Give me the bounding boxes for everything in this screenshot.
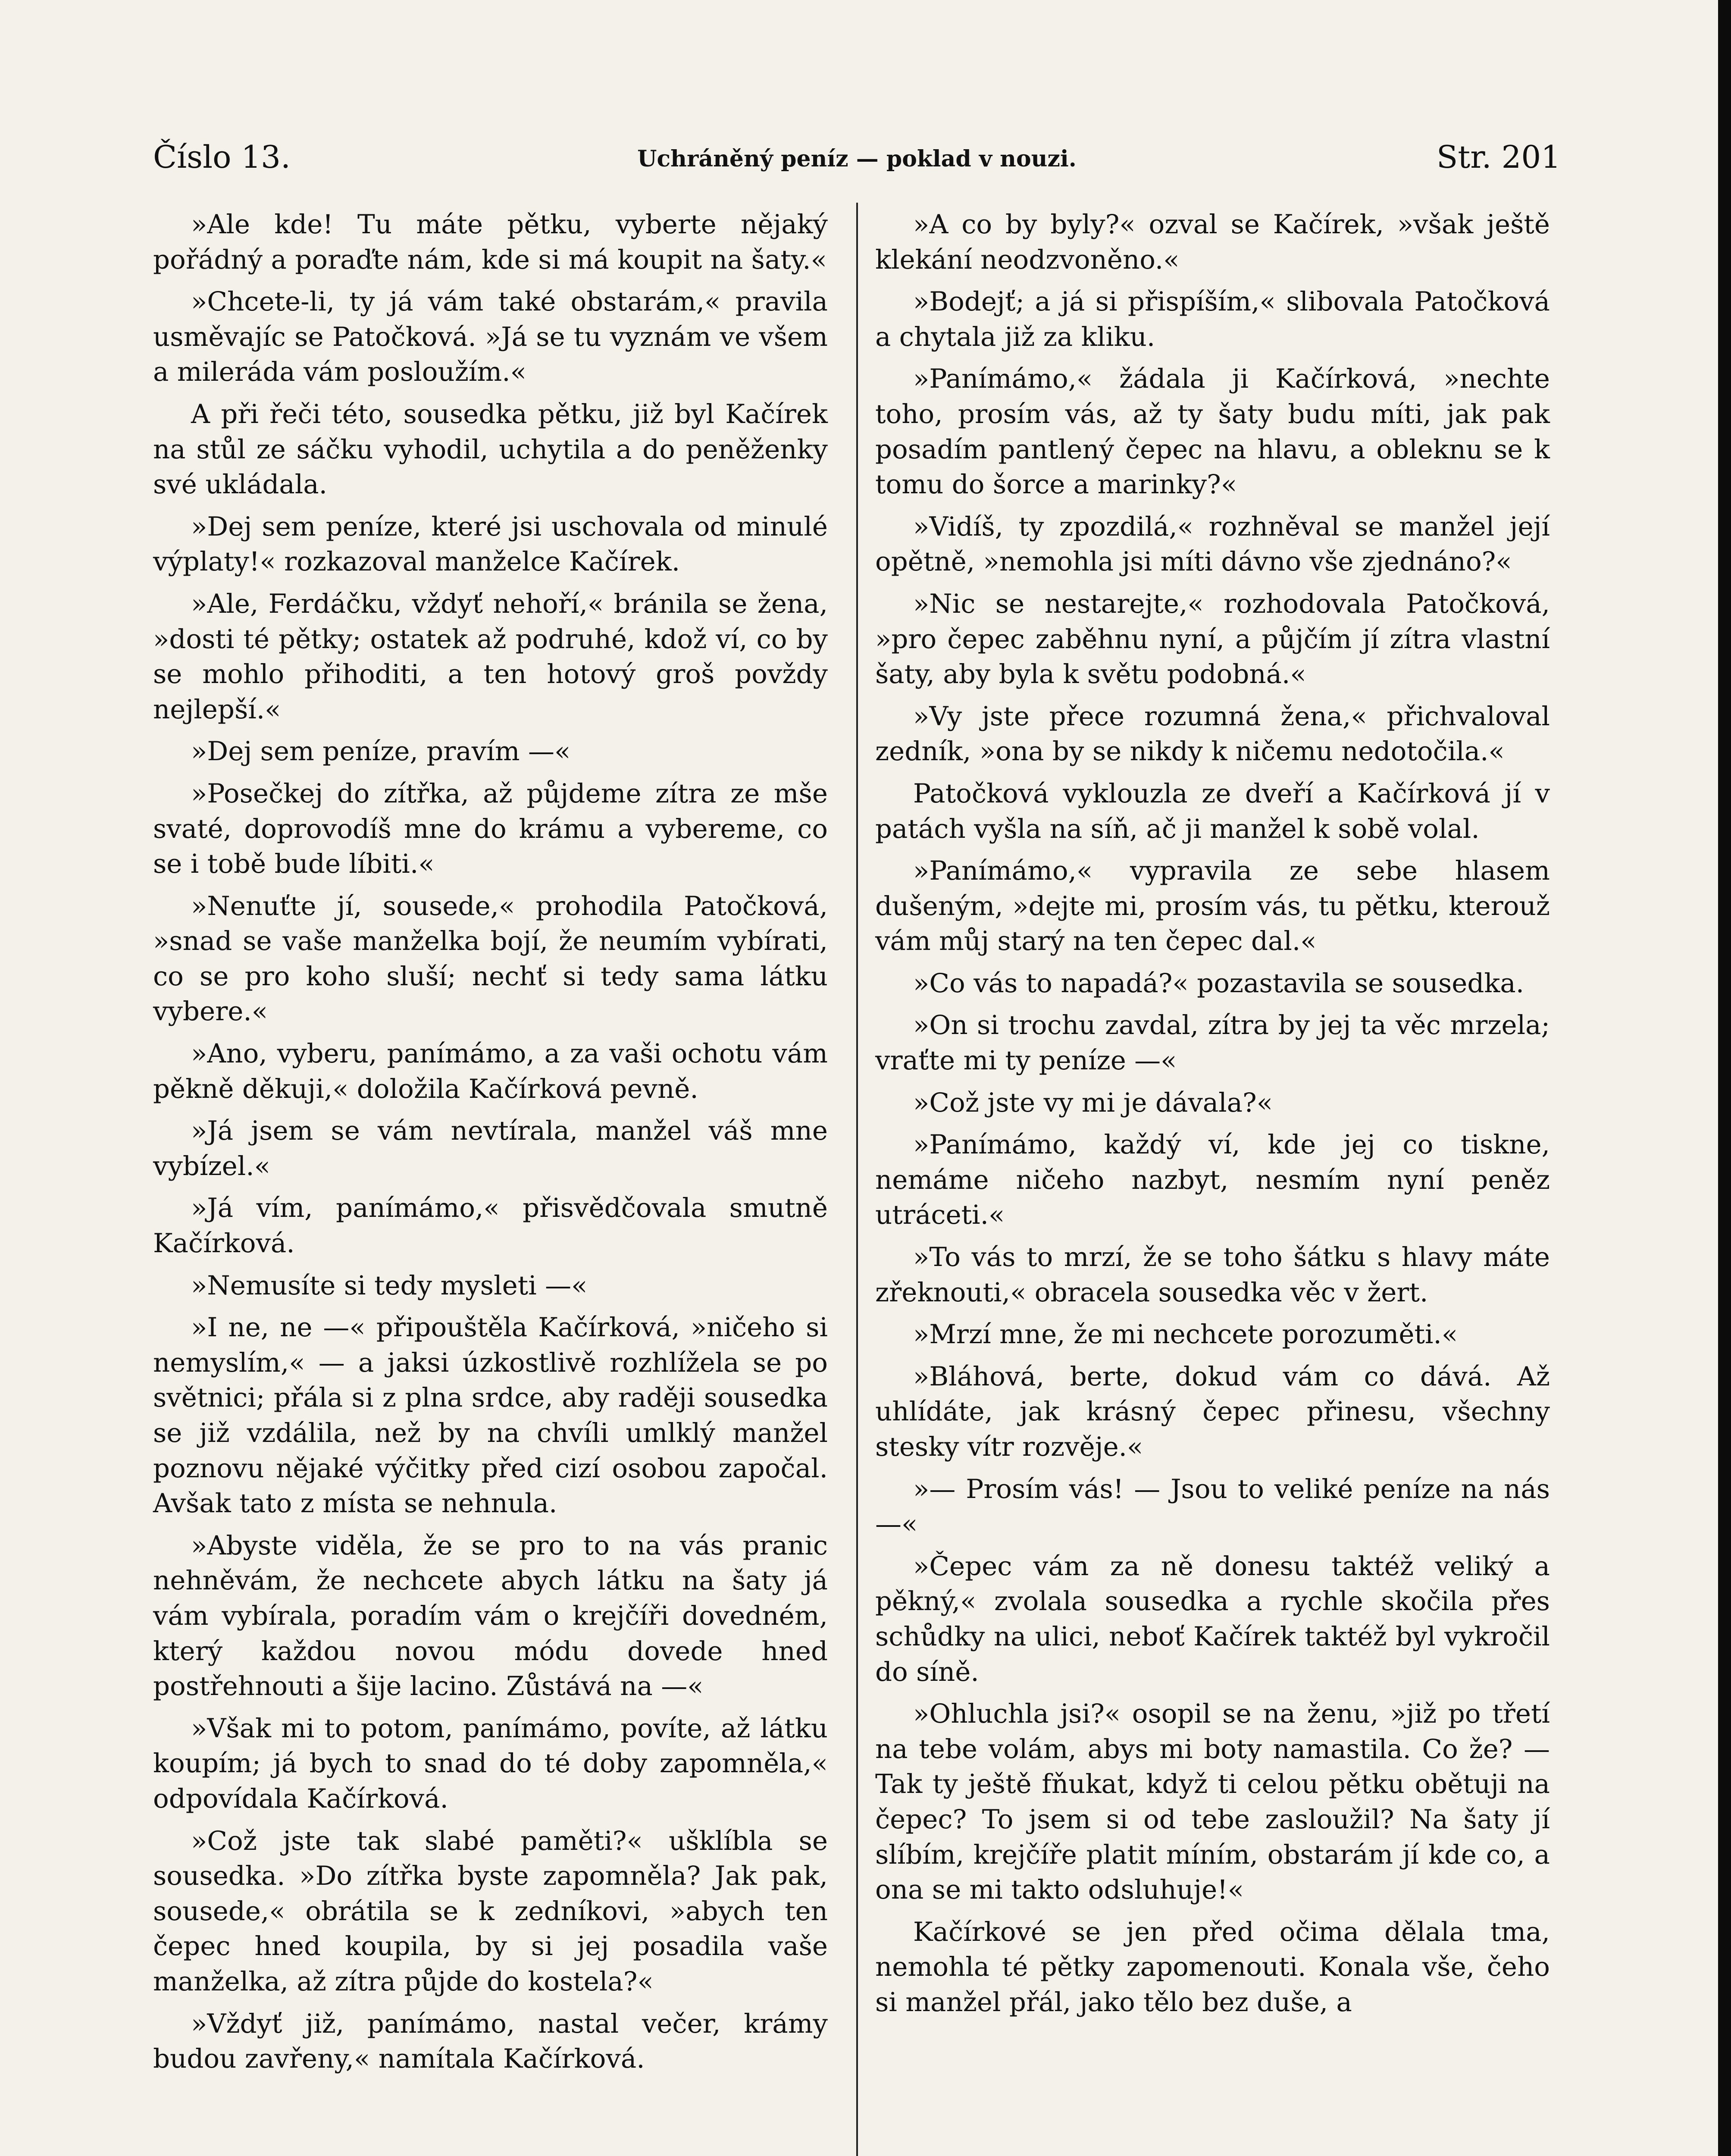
paragraph: »Nic se nestarejte,« rozhodovala Patočková, »pro čepec zaběhnu nyní, a půjčím jí zítra vlastní šaty, aby byla k světu podobná.« bbox=[875, 588, 1550, 690]
paragraph: »Však mi to potom, panímámo, povíte, až látku koupím; já bych to snad do té doby zapomněla,« odpovídala Kačírková. bbox=[153, 1713, 828, 1814]
paragraph: »Já vím, panímámo,« přisvědčovala smutně Kačírková. bbox=[153, 1193, 828, 1259]
paragraph: »Ohluchla jsi?« osopil se na ženu, »již po třetí na tebe volám, abys mi boty namastila. Co že? — Tak ty ještě fňukat, když ti celou pětku obětuji na čepec? To jsem si od tebe zasloužil? Na šaty jí slíbím, krejčíře platit míním, obstarám jí kde co, a ona se mi takto odsluhuje!« bbox=[875, 1698, 1550, 1905]
paragraph: »Panímámo,« žádala ji Kačírková, »nechte toho, prosím vás, až ty šaty budu míti, jak pak posadím pantlený čepec na hlavu, a obleknu se k tomu do šorce a marinky?« bbox=[875, 364, 1550, 500]
paragraph: Kačírkové se jen před očima dělala tma, nemohla té pětky zapomenouti. Konala vše, čeho si manžel přál, jako tělo bez duše, a bbox=[875, 1916, 1550, 2018]
paragraph: »Panímámo, každý ví, kde jej co tiskne, nemáme ničeho nazbyt, nesmím nyní peněz utráceti.« bbox=[875, 1129, 1550, 1231]
paragraph: »Ano, vyberu, panímámo, a za vaši ochotu vám pěkně děkuji,« doložila Kačírková pevně. bbox=[153, 1038, 828, 1104]
paragraph: »Vždyť již, panímámo, nastal večer, krámy budou zavřeny,« namítala Kačírková. bbox=[153, 2008, 828, 2075]
paragraph: »I ne, ne —« připouštěla Kačírková, »ničeho si nemyslím,« — a jaksi úzkostlivě rozhlížela se po světnici; přála si z plna srdce, aby raději sousedka se již vzdálila, než by na chvíli umlklý manžel poznovu nějaké výčitky před cizí osobou započal. Avšak tato z místa se nehnula. bbox=[153, 1312, 828, 1519]
paragraph: »Posečkej do zítřka, až půjdeme zítra ze mše svaté, doprovodíš mne do krámu a vybereme, co se i tobě bude líbiti.« bbox=[153, 778, 828, 880]
page-header bbox=[153, 135, 1561, 182]
paragraph: »Já jsem se vám nevtírala, manžel váš mne vybízel.« bbox=[153, 1116, 828, 1181]
paragraph: »On si trochu zavdal, zítra by jej ta věc mrzela; vraťte mi ty peníze —« bbox=[875, 1010, 1550, 1076]
paragraph: »Bodejť; a já si přispíším,« slibovala Patočková a chytala již za kliku. bbox=[875, 286, 1550, 352]
right-column bbox=[875, 207, 1550, 2027]
paragraph: »Panímámo,« vypravila ze sebe hlasem dušeným, »dejte mi, prosím vás, tu pětku, kterouž vám můj starý na ten čepec dal.« bbox=[875, 856, 1550, 957]
paragraph: »Bláhová, berte, dokud vám co dává. Až uhlídáte, jak krásný čepec přinesu, všechny stesky vítr rozvěje.« bbox=[875, 1361, 1550, 1462]
paragraph: »Co vás to napadá?« pozastavila se sousedka. bbox=[913, 968, 1524, 999]
paragraph: »A co by byly?« ozval se Kačírek, »však ještě klekání neodzvoněno.« bbox=[875, 209, 1550, 275]
paragraph: »Chcete-li, ty já vám také obstarám,« pravila usměvajíc se Patočková. »Já se tu vyznám ve všem a mileráda vám posloužím.« bbox=[153, 286, 828, 388]
paragraph: »Nemusíte si tedy mysleti —« bbox=[191, 1270, 588, 1301]
paragraph: A při řeči této, sousedka pětku, již byl Kačírek na stůl ze sáčku vyhodil, uchytila a do peněženky své ukládala. bbox=[153, 398, 828, 500]
paragraph: »Abyste viděla, že se pro to na vás pranic nehněvám, že nechcete abych látku na šaty já vám vybírala, poradím vám o krejčíři dovedném, který každou novou módu dovede hned postřehnouti a šije lacino. Zůstává na —« bbox=[153, 1530, 828, 1702]
paragraph: »Nenuťte jí, sousede,« prohodila Patočková, »snad se vaše manželka bojí, že neumím vybírati, co se pro koho sluší; nechť si tedy sama látku vybere.« bbox=[153, 890, 828, 1027]
paragraph: »Dej sem peníze, pravím —« bbox=[191, 736, 571, 767]
paragraph: »Čepec vám za ně donesu taktéž veliký a pěkný,« zvolala sousedka a rychle skočila přes schůdky na ulici, neboť Kačírek taktéž byl vykročil do síně. bbox=[875, 1551, 1550, 1687]
paragraph: »Což jste tak slabé paměti?« ušklíbla se sousedka. »Do zítřka byste zapomněla? Jak pak, sousede,« obrátila se k zedníkovi, »abych ten čepec hned koupila, by si jej posadila vaše manželka, až zítra půjde do kostela?« bbox=[153, 1825, 828, 1997]
paragraph: »Vy jste přece rozumná žena,« přichvaloval zedník, »ona by se nikdy k ničemu nedotočila.« bbox=[875, 701, 1550, 767]
paragraph: »Což jste vy mi je dávala?« bbox=[913, 1087, 1273, 1118]
paragraph: »Ale kde! Tu máte pětku, vyberte nějaký pořádný a poraďte nám, kde si má koupit na šaty.« bbox=[153, 209, 828, 275]
paragraph: »Dej sem peníze, které jsi uschovala od minulé výplaty!« rozkazoval manželce Kačírek. bbox=[153, 511, 828, 577]
paragraph: »Vidíš, ty zpozdilá,« rozhněval se manžel její opětně, »nemohla jsi míti dávno vše zjednáno?« bbox=[875, 511, 1550, 577]
issue-number: Číslo 13. bbox=[153, 139, 291, 175]
column-divider bbox=[856, 203, 858, 2156]
paragraph: »Mrzí mne, že mi nechcete porozuměti.« bbox=[913, 1319, 1458, 1350]
paragraph: »Ale, Ferdáčku, vždyť nehoří,« bránila se žena, »dosti té pětky; ostatek až podruhé, kdož ví, co by se mohlo přihoditi, a ten hotový groš povždy nejlepší.« bbox=[153, 588, 828, 725]
paragraph: »— Prosím vás! — Jsou to veliké peníze na nás —« bbox=[875, 1473, 1550, 1540]
left-column bbox=[153, 207, 828, 2084]
paragraph: »To vás to mrzí, že se toho šátku s hlavy máte zřeknouti,« obracela sousedka věc v žert. bbox=[875, 1242, 1550, 1308]
scan-edge-right bbox=[1718, 0, 1731, 2156]
running-title: Uchráněný peníz — poklad v nouzi. bbox=[637, 146, 1077, 172]
paragraph: Patočková vyklouzla ze dveří a Kačírková jí v patách vyšla na síň, ač ji manžel k sobě volal. bbox=[875, 778, 1550, 844]
page-number: Str. 201 bbox=[1437, 139, 1561, 175]
